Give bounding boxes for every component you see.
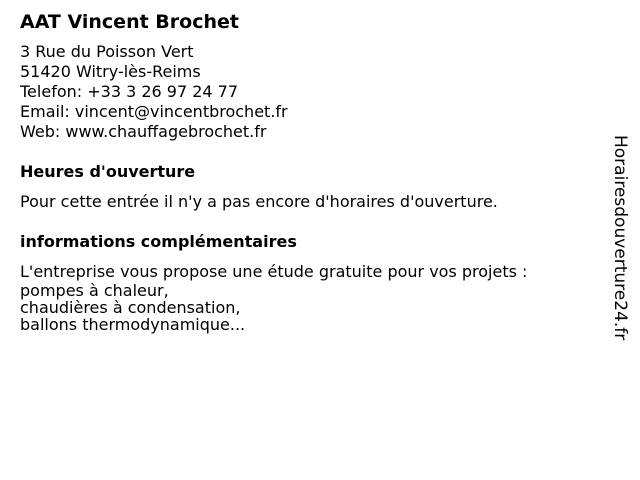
additional-info-text	[20, 262, 590, 333]
opening-hours-heading: Heures d'ouverture	[20, 162, 196, 181]
address-street: 3 Rue du Poisson Vert	[20, 42, 194, 61]
email-line: Email: vincent@vincentbrochet.fr	[20, 102, 288, 121]
business-name: AAT Vincent Brochet	[20, 11, 239, 33]
additional-info-line: chaudières à condensation,	[20, 298, 241, 317]
additional-info-line: L'entreprise vous propose une étude gratuite pour vos projets :	[20, 262, 528, 281]
additional-info-heading: informations complémentaires	[20, 232, 297, 251]
additional-info-line: ballons thermodynamique...	[20, 315, 246, 334]
phone-line: Telefon: +33 3 26 97 24 77	[20, 82, 239, 101]
website-line: Web: www.chauffagebrochet.fr	[20, 122, 267, 141]
additional-info-line: pompes à chaleur,	[20, 281, 169, 300]
business-card	[20, 8, 590, 333]
opening-hours-text: Pour cette entrée il n'y a pas encore d'horaires d'ouverture.	[20, 192, 498, 211]
site-watermark: Horairesdouverture24.fr	[610, 135, 630, 341]
address-city: 51420 Witry-lès-Reims	[20, 62, 201, 81]
